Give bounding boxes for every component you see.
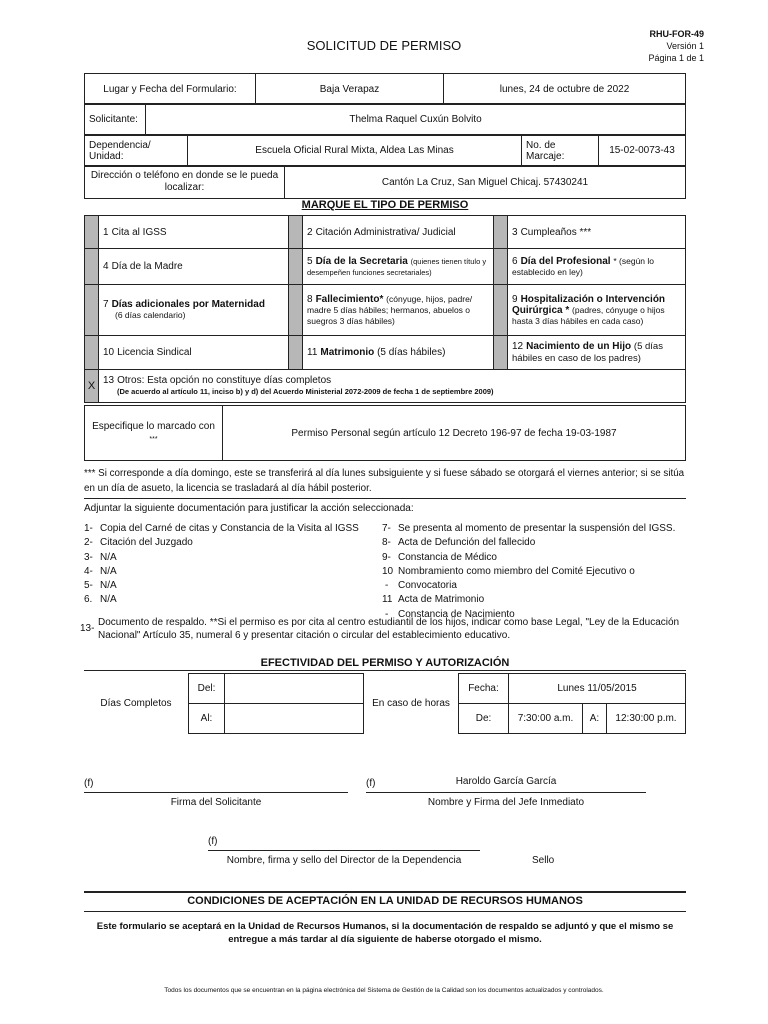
applicant-signature-line[interactable] bbox=[84, 792, 348, 793]
days-table bbox=[188, 673, 364, 734]
permit-12 bbox=[508, 336, 686, 370]
permit-5-label: Día de la Secretaria bbox=[315, 255, 408, 267]
divider-1 bbox=[84, 498, 686, 499]
permit-4-num: 4 bbox=[103, 261, 109, 272]
permit-13-mark: X bbox=[87, 380, 96, 392]
permit-1-checkbox[interactable] bbox=[85, 216, 99, 249]
docs-right-list bbox=[382, 522, 676, 620]
permit-11-note: (5 días hábiles) bbox=[377, 347, 446, 358]
doc-item-2-num: 2- bbox=[84, 537, 93, 549]
form-version: Versión 1 bbox=[666, 41, 704, 51]
address-field[interactable]: Cantón La Cruz, San Miguel Chicaj. 57430241 bbox=[285, 166, 686, 199]
applicant-label: Solicitante: bbox=[85, 104, 146, 136]
doc-item-1-num: 1- bbox=[84, 523, 93, 534]
permit-13-label: Otros: Esta opción no constituye días completos bbox=[117, 375, 332, 386]
a-label: A: bbox=[583, 704, 607, 734]
doc-item-3-text: N/A bbox=[100, 551, 117, 563]
effectiveness-title: EFECTIVIDAD DEL PERMISO Y AUTORIZACIÓN bbox=[260, 657, 510, 669]
permit-10-num: 10 bbox=[103, 347, 115, 358]
unit-label: Dependencia/ Unidad: bbox=[85, 135, 188, 167]
doc-item-5 bbox=[84, 579, 359, 593]
doc-item-11b-num: - bbox=[385, 608, 389, 620]
permit-1-num: 1 bbox=[103, 226, 109, 238]
permit-1 bbox=[99, 216, 289, 249]
permit-7-label: Días adicionales por Maternidad bbox=[111, 299, 265, 310]
director-f-mark: (f) bbox=[208, 836, 218, 847]
permit-3-num: 3 bbox=[512, 226, 518, 238]
doc-item-10b bbox=[382, 579, 675, 593]
permit-7-num: 7 bbox=[103, 299, 109, 310]
director-signature-label: Nombre, firma y sello del Director de la Dependencia bbox=[226, 855, 462, 866]
permit-7-checkbox[interactable] bbox=[85, 285, 99, 336]
marcaje-field[interactable]: 15-02-0073-43 bbox=[599, 135, 686, 167]
permit-7 bbox=[99, 285, 289, 336]
permit-6-note: * (según lo establecido en ley) bbox=[512, 255, 655, 277]
doc-item-8 bbox=[382, 536, 675, 550]
doc-item-4-num: 4- bbox=[84, 565, 93, 577]
date-field[interactable]: lunes, 24 de octubre de 2022 bbox=[444, 74, 686, 105]
permit-6 bbox=[508, 249, 686, 285]
doc-item-3 bbox=[84, 551, 359, 565]
doc-item-8-num: 8- bbox=[382, 537, 391, 549]
permit-10-label: Licencia Sindical bbox=[117, 347, 192, 358]
form-code: RHU-FOR-49 bbox=[649, 29, 704, 39]
doc-item-10-text: Nombramiento como miembro del Comité Ejecutivo o bbox=[398, 565, 635, 577]
permit-3 bbox=[508, 216, 686, 249]
address-label: Dirección o teléfono en donde se le pueda localizar: bbox=[85, 166, 285, 199]
divider-2 bbox=[84, 670, 686, 671]
doc-item-8-text: Acta de Defunción del fallecido bbox=[398, 537, 536, 549]
permit-13-note: (De acuerdo al artículo 11, inciso b) y d) del Acuerdo Ministerial 2072-2009 de fecha 1 de septiembre 2009) bbox=[117, 387, 494, 396]
permit-2-checkbox[interactable] bbox=[289, 216, 303, 249]
permit-3-label: Cumpleaños *** bbox=[520, 226, 592, 238]
doc-item-11b-text: Constancia de Nacimiento bbox=[398, 608, 515, 620]
doc-item-5-num: 5- bbox=[84, 580, 93, 592]
permit-12-num: 12 bbox=[512, 340, 524, 352]
specify-label-cell bbox=[85, 406, 223, 461]
doc-item-1 bbox=[84, 522, 359, 536]
permit-13 bbox=[99, 370, 686, 403]
doc-item-4 bbox=[84, 565, 359, 579]
doc-item-7-num: 7- bbox=[382, 523, 391, 534]
date-value[interactable]: Lunes 11/05/2015 bbox=[509, 674, 686, 704]
address-table bbox=[84, 165, 686, 199]
boss-signature-label: Nombre y Firma del Jefe Inmediato bbox=[427, 797, 585, 808]
doc-item-13-text: Documento de respaldo. **Si el permiso es por cita al centro estudiantil de los hijos, indicar como base Legal, "Ley de la Educación Nacional" Artículo 35, numeral 6 y presentar citación o circular del establecimiento educativo. bbox=[98, 617, 680, 641]
permit-9-note: (padres, cónyuge o hijos hasta 3 días hábiles en cada caso) bbox=[512, 304, 665, 326]
page-footer: Todos los documentos que se encuentran en la página electrónica del Sistema de Gestión de la Calidad son los documentos actualizados y controlados. bbox=[164, 987, 604, 994]
permit-8 bbox=[303, 285, 494, 336]
doc-item-9-text: Constancia de Médico bbox=[398, 551, 497, 563]
seal-label: Sello bbox=[532, 855, 555, 866]
permit-9-num: 9 bbox=[512, 293, 518, 305]
de-label: De: bbox=[459, 704, 509, 734]
doc-item-13-num: 13- bbox=[80, 623, 95, 634]
applicant-f-mark: (f) bbox=[84, 778, 94, 789]
conditions-title: CONDICIONES DE ACEPTACIÓN EN LA UNIDAD DE RECURSOS HUMANOS bbox=[187, 895, 583, 907]
permit-2-label: Citación Administrativa/ Judicial bbox=[315, 226, 456, 238]
docs-left-list bbox=[84, 522, 359, 608]
de-value[interactable]: 7:30:00 a.m. bbox=[509, 704, 583, 734]
doc-item-10-num: 10 bbox=[382, 565, 394, 577]
specify-label-stars: *** bbox=[149, 435, 158, 443]
docs-intro: Adjuntar la siguiente documentación para justificar la acción seleccionada: bbox=[84, 503, 414, 514]
specify-table bbox=[84, 405, 686, 461]
applicant-field[interactable]: Thelma Raquel Cuxún Bolvito bbox=[146, 104, 686, 136]
doc-item-6 bbox=[84, 593, 359, 607]
specify-field[interactable]: Permiso Personal según artículo 12 Decreto 196-97 de fecha 19-03-1987 bbox=[223, 406, 686, 461]
permit-12-label: Nacimiento de un Hijo bbox=[526, 340, 632, 352]
permit-3-checkbox[interactable] bbox=[494, 216, 508, 249]
permit-8-num: 8 bbox=[307, 293, 313, 305]
divider-3 bbox=[84, 891, 686, 893]
permit-10-checkbox[interactable] bbox=[85, 336, 99, 370]
permit-4-checkbox[interactable] bbox=[85, 249, 99, 285]
form-code-block bbox=[648, 28, 704, 64]
doc-item-10b-num: - bbox=[385, 580, 389, 592]
permit-9-checkbox[interactable] bbox=[494, 285, 508, 336]
to-label: Al: bbox=[189, 704, 225, 734]
specify-label: Especifique lo marcado con bbox=[92, 420, 215, 432]
boss-f-mark: (f) bbox=[366, 778, 376, 789]
unit-table bbox=[84, 134, 686, 167]
permit-9 bbox=[508, 285, 686, 336]
director-signature-line[interactable] bbox=[208, 850, 480, 851]
footnote: *** Si corresponde a día domingo, este se transferirá al día lunes subsiguiente y si fuese sábado se otorgará el viernes anterior; si se sitúa en un día de asueto, la licencia se trasladará al día hábil posterior. bbox=[84, 468, 685, 494]
doc-item-5-text: N/A bbox=[100, 580, 117, 592]
from-label: Del: bbox=[189, 674, 225, 704]
doc-item-7-text: Se presenta al momento de presentar la suspensión del IGSS. bbox=[398, 523, 676, 534]
permit-11-label: Matrimonio bbox=[320, 347, 375, 358]
permit-5-note: (quienes tienen título y desempeñen funciones secretariales) bbox=[307, 256, 487, 277]
divider-4 bbox=[84, 911, 686, 912]
permit-8-checkbox[interactable] bbox=[289, 285, 303, 336]
permit-6-label: Día del Profesional bbox=[520, 255, 611, 267]
place-field[interactable]: Baja Verapaz bbox=[256, 74, 444, 105]
permit-table bbox=[84, 215, 686, 403]
applicant-signature-label: Firma del Solicitante bbox=[170, 797, 262, 808]
permit-10 bbox=[99, 336, 289, 370]
permit-6-num: 6 bbox=[512, 255, 518, 267]
doc-item-11 bbox=[382, 593, 675, 607]
doc-item-6-text: N/A bbox=[100, 594, 117, 606]
doc-item-10b-text: Convocatoria bbox=[398, 580, 457, 592]
form-page: Página 1 de 1 bbox=[648, 53, 704, 63]
permit-4 bbox=[99, 249, 289, 285]
doc-item-11-text: Acta de Matrimonio bbox=[398, 594, 485, 606]
doc-item-2-text: Citación del Juzgado bbox=[100, 537, 193, 549]
doc-item-11-num: 11 bbox=[382, 594, 393, 606]
permit-5-checkbox[interactable] bbox=[289, 249, 303, 285]
doc-item-7 bbox=[382, 522, 675, 536]
doc-item-1-text: Copia del Carné de citas y Constancia de la Visita al IGSS bbox=[100, 523, 359, 534]
info-table bbox=[84, 73, 686, 105]
permit-13-num: 13 bbox=[103, 375, 115, 386]
date-label: Fecha: bbox=[459, 674, 509, 704]
doc-item-3-num: 3- bbox=[84, 551, 93, 563]
permit-7-note: (6 días calendario) bbox=[115, 310, 186, 320]
permit-2 bbox=[303, 216, 494, 249]
boss-signature-line[interactable] bbox=[366, 792, 646, 793]
permit-5-num: 5 bbox=[307, 255, 313, 267]
doc-item-2 bbox=[84, 536, 359, 550]
permit-section-title: MARQUE EL TIPO DE PERMISO bbox=[301, 199, 469, 211]
full-days-label: Días Completos bbox=[100, 698, 172, 709]
conditions-text: Este formulario se aceptará en la Unidad de Recursos Humanos, si la documentación de respaldo se adjuntó y que el mismo se entregue a más tardar al día siguiente de haberse otorgado el mismo. bbox=[96, 921, 674, 945]
marcaje-label: No. de Marcaje: bbox=[522, 135, 599, 167]
permit-9-label: Hospitalización o Intervención Quirúrgica * bbox=[512, 293, 666, 316]
permit-4-label: Día de la Madre bbox=[111, 261, 183, 272]
hours-table bbox=[458, 673, 686, 734]
hours-label: En caso de horas bbox=[372, 698, 450, 709]
permit-6-checkbox[interactable] bbox=[494, 249, 508, 285]
applicant-table bbox=[84, 103, 686, 136]
permit-13-checkbox[interactable] bbox=[85, 370, 99, 403]
from-field[interactable] bbox=[225, 674, 364, 704]
doc-item-6-num: 6. bbox=[84, 594, 93, 606]
permit-11 bbox=[303, 336, 494, 370]
doc-item-13 bbox=[80, 616, 686, 642]
to-field[interactable] bbox=[225, 704, 364, 734]
permit-12-checkbox[interactable] bbox=[494, 336, 508, 370]
unit-field[interactable]: Escuela Oficial Rural Mixta, Aldea Las Minas bbox=[188, 135, 522, 167]
permit-8-note: (cónyuge, hijos, padre/ madre 5 días hábiles; hermanos, abuelos o suegros 3 días hábiles) bbox=[307, 293, 473, 326]
doc-item-9-num: 9- bbox=[382, 551, 391, 563]
doc-item-9 bbox=[382, 551, 675, 565]
permit-8-label: Fallecimiento* bbox=[315, 293, 384, 305]
place-date-label: Lugar y Fecha del Formulario: bbox=[85, 74, 256, 105]
permit-11-num: 11 bbox=[307, 347, 318, 358]
permit-1-label: Cita al IGSS bbox=[111, 226, 167, 238]
doc-item-4-text: N/A bbox=[100, 565, 117, 577]
form-title: SOLICITUD DE PERMISO bbox=[306, 38, 462, 53]
boss-name: Haroldo García García bbox=[455, 776, 557, 787]
permit-11-checkbox[interactable] bbox=[289, 336, 303, 370]
permit-12-note: (5 días hábiles en caso de los padres) bbox=[512, 340, 663, 364]
doc-item-10 bbox=[382, 565, 675, 579]
permit-5 bbox=[303, 249, 494, 285]
a-value[interactable]: 12:30:00 p.m. bbox=[607, 704, 686, 734]
permit-2-num: 2 bbox=[307, 226, 313, 238]
